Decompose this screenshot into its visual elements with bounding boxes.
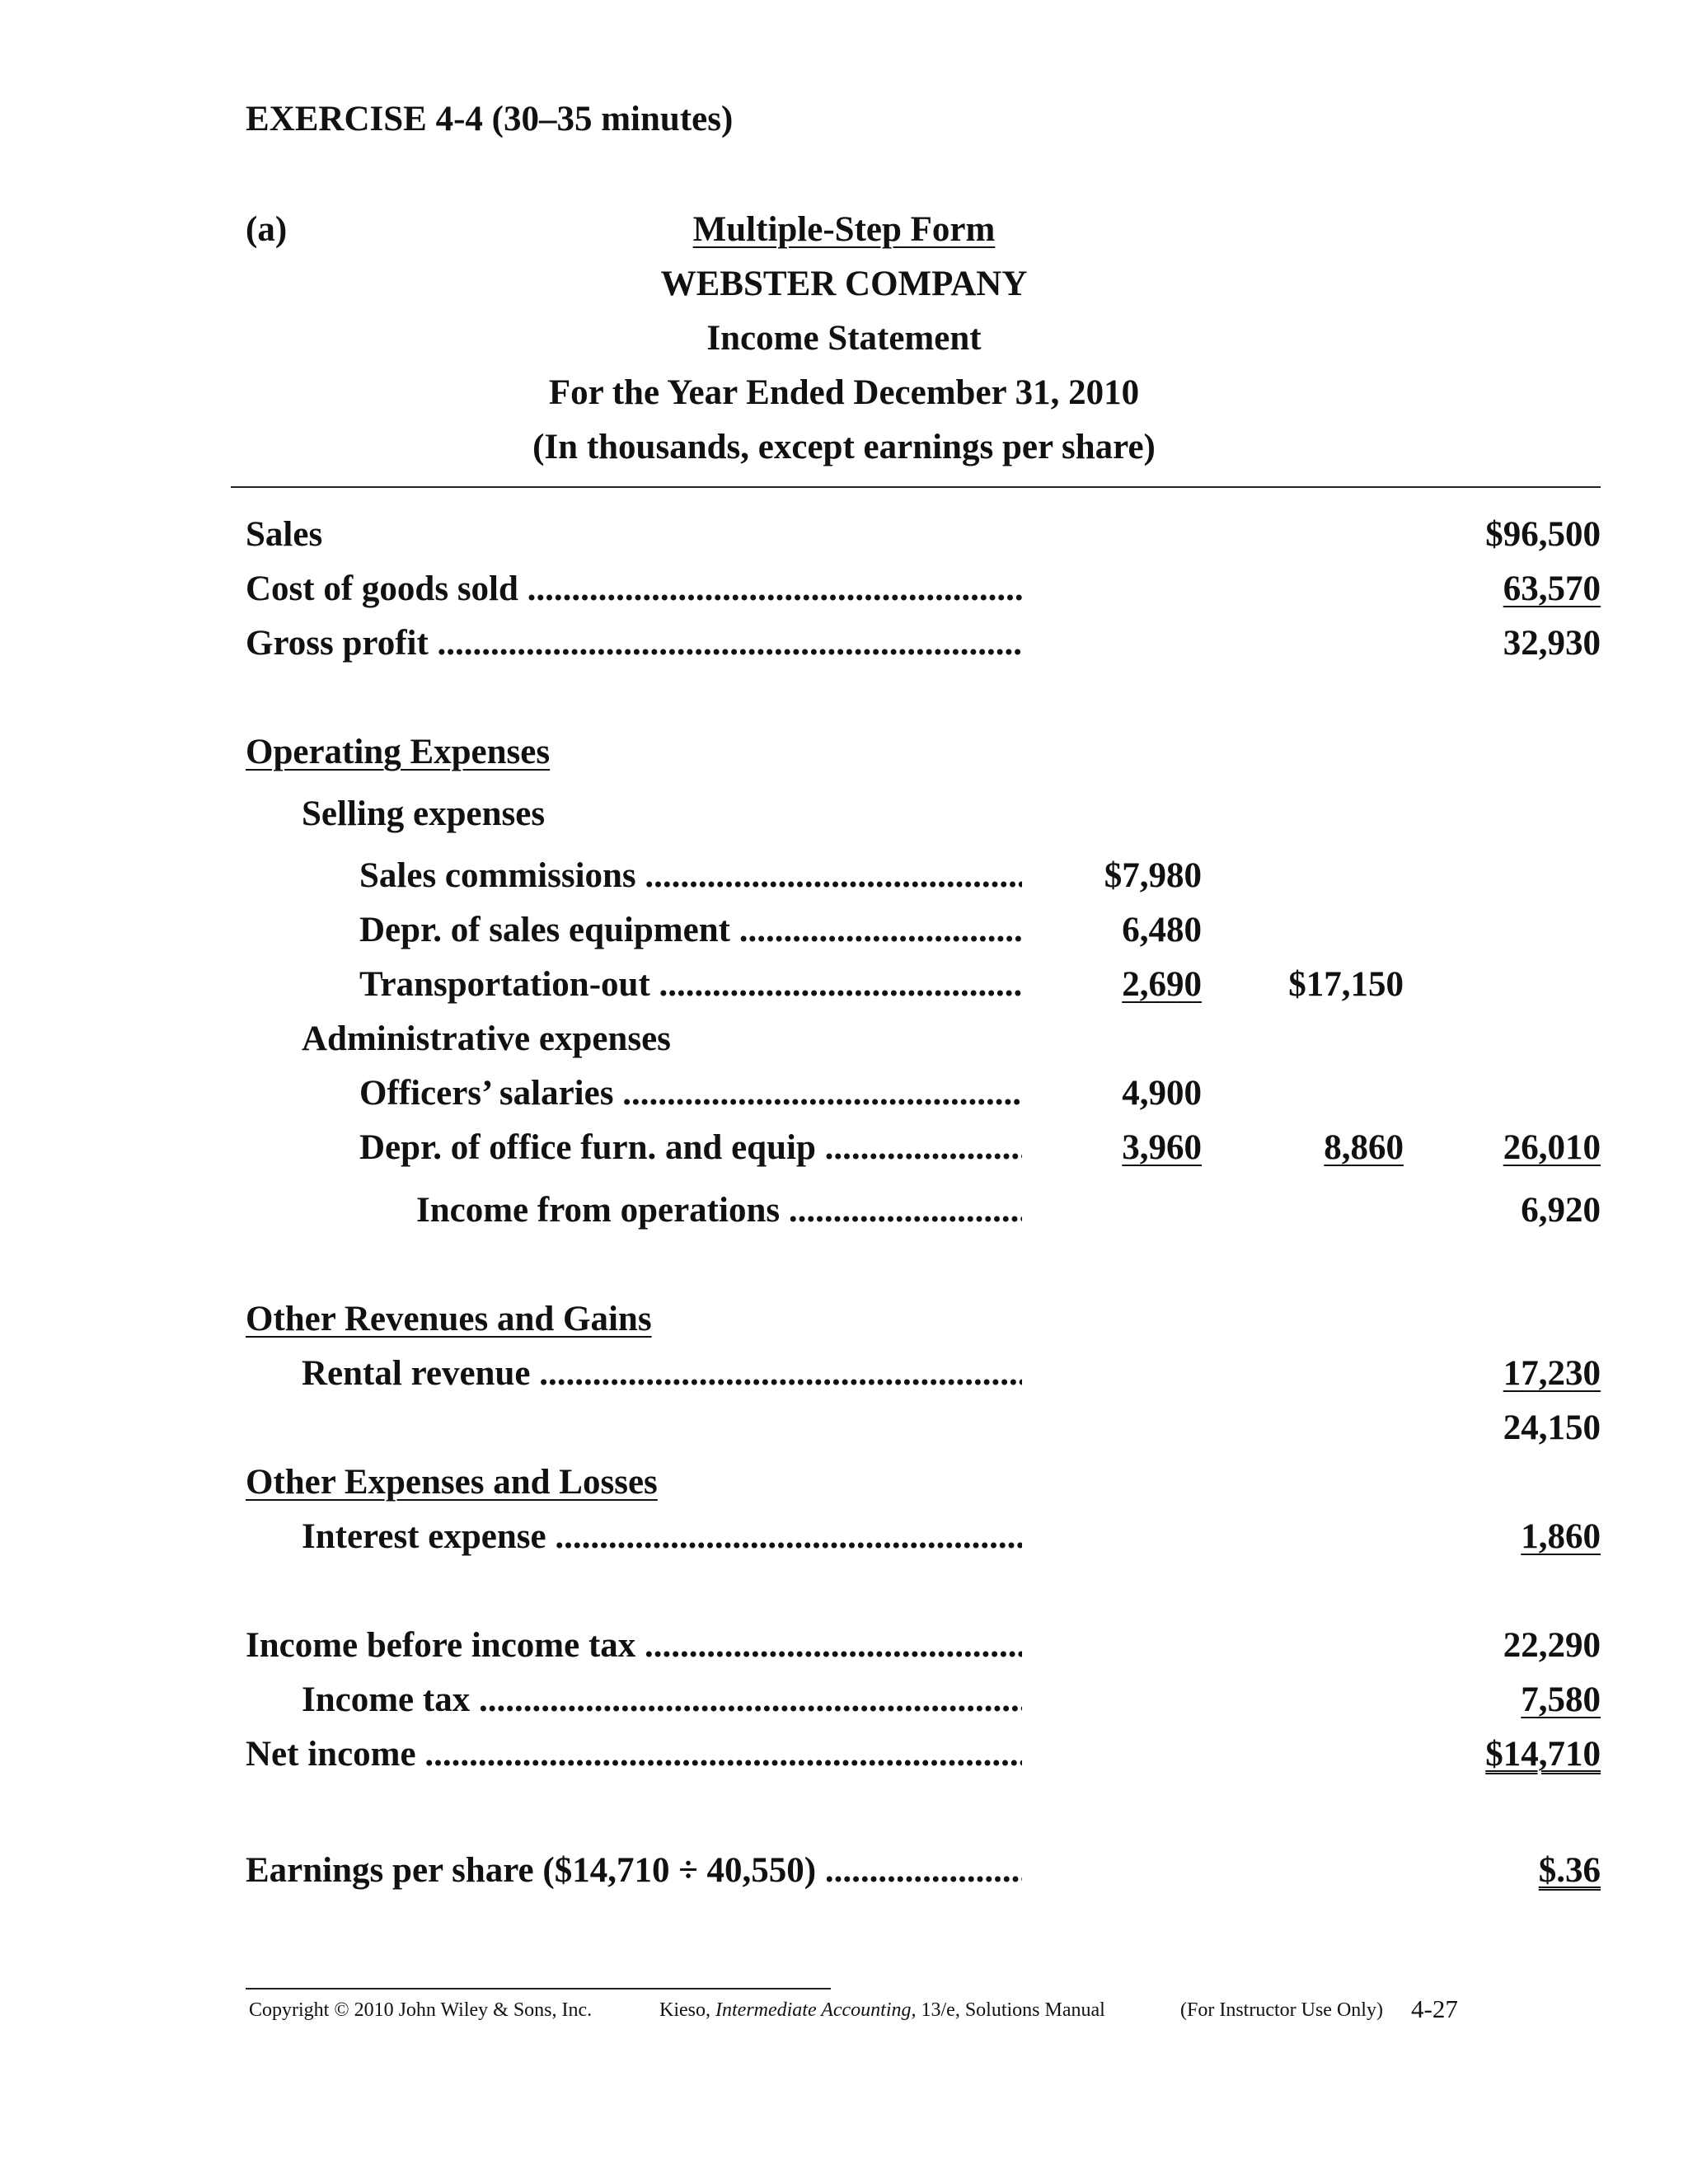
footer-edition: 13/e, Solutions Manual (921, 1999, 1105, 2021)
officers-salaries-label: Officers’ salaries ..... (359, 1073, 1022, 1113)
sales-commissions-label: Sales commissions ..... (359, 855, 1022, 896)
exercise-heading: EXERCISE 4-4 (30–35 minutes) (246, 100, 734, 138)
statement-period: For the Year Ended December 31, 2010 (548, 373, 1140, 412)
operating-expenses-total: 26,010 (1503, 1128, 1601, 1167)
net-income-label: Net income ..... (246, 1734, 1022, 1774)
header-divider (231, 486, 1601, 488)
footer-citation (659, 1999, 1105, 2022)
income-from-operations-amount: 6,920 (1521, 1191, 1601, 1230)
eps-amount: $.36 (1538, 1851, 1601, 1890)
income-from-operations-label: Income from operations ..... (416, 1190, 1022, 1230)
selling-expenses-subtotal: $17,150 (1288, 965, 1404, 1004)
cogs-amount: 63,570 (1503, 569, 1601, 608)
part-label: (a) (246, 210, 288, 249)
depr-office-equipment-label: Depr. of office furn. and equip ..... (359, 1127, 1022, 1168)
depr-office-equipment-amount: 3,960 (1122, 1128, 1202, 1167)
sales-label: Sales (246, 515, 323, 554)
cogs-label: Cost of goods sold ..... (246, 569, 1022, 609)
selling-expenses-heading: Selling expenses (302, 794, 546, 833)
gross-profit-amount: 32,930 (1503, 624, 1601, 663)
interest-expense-amount: 1,860 (1521, 1517, 1601, 1556)
footer-rule (246, 1988, 831, 1990)
officers-salaries-amount: 4,900 (1122, 1074, 1202, 1113)
eps-label: Earnings per share ($14,710 ÷ 40,550) ..... (246, 1850, 1022, 1891)
depr-sales-equipment-amount: 6,480 (1122, 911, 1202, 949)
gross-profit-label: Gross profit ..... (246, 623, 1022, 663)
administrative-expenses-subtotal: 8,860 (1324, 1128, 1404, 1167)
income-tax-label: Income tax ..... (302, 1680, 1022, 1720)
sales-amount: $96,500 (1485, 515, 1601, 554)
other-revenues-heading: Other Revenues and Gains (246, 1300, 652, 1338)
administrative-expenses-heading: Administrative expenses (302, 1019, 671, 1058)
footer-copyright: Copyright © 2010 John Wiley & Sons, Inc. (249, 1999, 593, 2021)
rental-revenue-label: Rental revenue ..... (302, 1353, 1022, 1394)
statement-form-title: Multiple-Step Form (692, 210, 996, 249)
footer-author: Kieso, (659, 1999, 710, 2021)
other-expenses-heading: Other Expenses and Losses (246, 1463, 658, 1502)
operating-expenses-heading: Operating Expenses (246, 733, 551, 771)
income-after-other-revenues-amount: 24,150 (1503, 1408, 1601, 1447)
income-before-tax-label: Income before income tax ..... (246, 1625, 1022, 1666)
depr-sales-equipment-label: Depr. of sales equipment ..... (359, 910, 1022, 950)
interest-expense-label: Interest expense ..... (302, 1516, 1022, 1557)
sales-commissions-amount: $7,980 (1104, 856, 1202, 895)
statement-name: Income Statement (706, 319, 982, 358)
transportation-out-label: Transportation-out ..... (359, 964, 1022, 1005)
footer-usage: (For Instructor Use Only) (1180, 1999, 1383, 2021)
income-tax-amount: 7,580 (1521, 1680, 1601, 1719)
net-income-amount: $14,710 (1485, 1735, 1601, 1774)
rental-revenue-amount: 17,230 (1503, 1354, 1601, 1393)
statement-units: (In thousands, except earnings per share) (532, 428, 1156, 466)
income-before-tax-amount: 22,290 (1503, 1626, 1601, 1665)
page-number: 4-27 (1411, 1994, 1458, 2023)
transportation-out-amount: 2,690 (1122, 965, 1202, 1004)
footer-book-title: Intermediate Accounting, (715, 1999, 917, 2021)
company-name: WEBSTER COMPANY (660, 265, 1028, 303)
